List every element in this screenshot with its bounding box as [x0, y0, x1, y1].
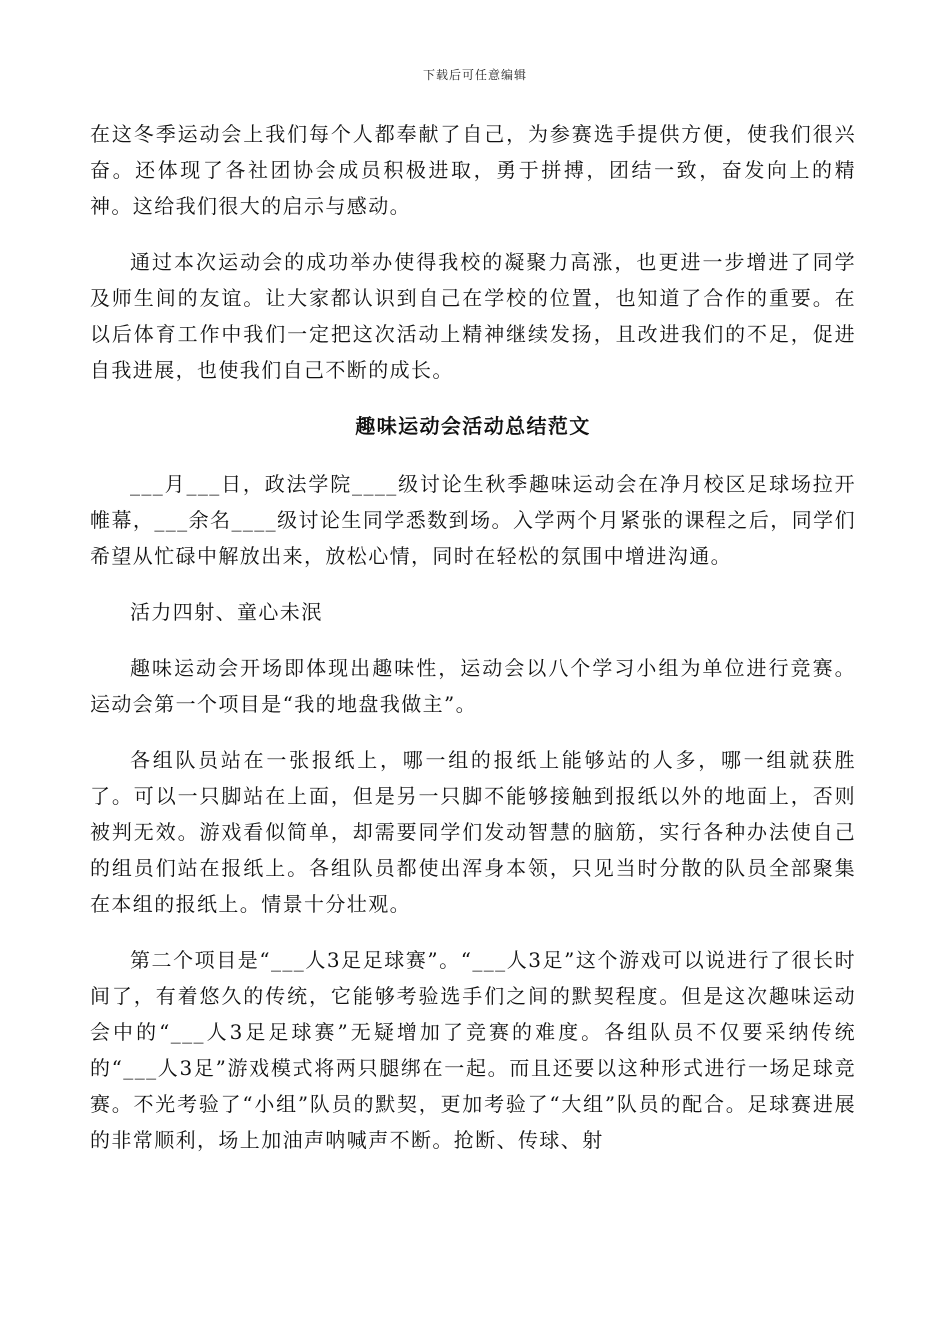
paragraph-cohesion: 通过本次运动会的成功举办使得我校的凝聚力高涨，也更进一步增进了同学及师生间的友谊。让大家都认识到自己在学校的位置，也知道了合作的重要。在以后体育工作中我们一定把这次活动上精神继续发扬，且改进我们的不足，促进自我进展，也使我们自己不断的成长。 [90, 250, 856, 382]
paragraph-first-event: 趣味运动会开场即体现出趣味性，运动会以八个学习小组为单位进行竞赛。运动会第一个项目是“我的地盘我做主”。 [90, 656, 856, 716]
paragraph-subheading: 活力四射、童心未泯 [130, 600, 323, 624]
paragraph-winter-games: 在这冬季运动会上我们每个人都奉献了自己，为参赛选手提供方便，使我们很兴奋。还体现了各社团协会成员积极进取，勇于拼搏，团结一致，奋发向上的精神。这给我们很大的启示与感动。 [90, 122, 856, 218]
document-body [90, 116, 856, 1178]
section-title: 趣味运动会活动总结范文 [355, 414, 591, 438]
page-header: 下载后可任意编辑 [422, 68, 527, 82]
paragraph-newspaper-game: 各组队员站在一张报纸上，哪一组的报纸上能够站的人多，哪一组就获胜了。可以一只脚站在上面，但是另一只脚不能够接触到报纸以外的地面上，否则被判无效。游戏看似简单，却需要同学们发动智慧的脑筋，实行各种办法使自己的组员们站在报纸上。各组队员都使出浑身本领，只见当时分散的队员全部聚集在本组的报纸上。情景十分壮观。 [90, 748, 856, 916]
paragraph-opening: ___月___日，政法学院____级讨论生秋季趣味运动会在净月校区足球场拉开帷幕，___余名____级讨论生同学悉数到场。入学两个月紧张的课程之后，同学们希望从忙碌中解放出来，放松心情，同时在轻松的氛围中增进沟通。 [90, 472, 856, 568]
paragraph-second-event: 第二个项目是“___人3足足球赛”。“___人3足”这个游戏可以说进行了很长时间了，有着悠久的传统，它能够考验选手们之间的默契程度。但是这次趣味运动会中的“___人3足足球赛”无疑增加了竞赛的难度。各组队员不仅要采纳传统的“___人3足”游戏模式将两只腿绑在一起。而且还要以这种形式进行一场足球竞赛。不光考验了“小组”队员的默契，更加考验了“大组”队员的配合。足球赛进展的非常顺利，场上加油声呐喊声不断。抢断、传球、射 [90, 948, 856, 1152]
